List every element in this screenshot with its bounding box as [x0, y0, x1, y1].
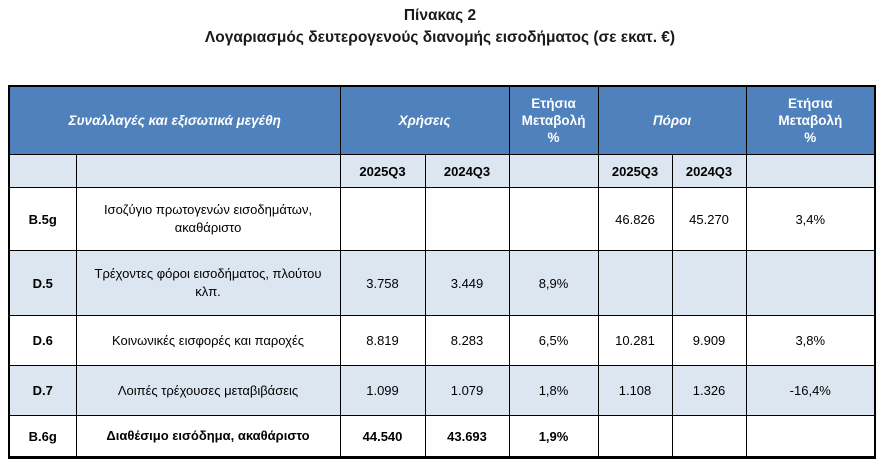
- resources-2025q3-value: 10.281: [598, 316, 672, 366]
- header-uses: Χρήσεις: [340, 86, 509, 155]
- resources-change-value: [746, 416, 875, 458]
- header-transactions: Συναλλαγές και εξισωτικά μεγέθη: [9, 86, 340, 155]
- subheader-resources-2024q3: 2024Q3: [672, 155, 746, 188]
- header-annual-change-resources-label: Ετήσια Μεταβολή %: [778, 96, 843, 145]
- subheader-empty-change-resources: [746, 155, 875, 188]
- subheader-empty-change-uses: [509, 155, 598, 188]
- uses-2024q3-value: [425, 188, 509, 251]
- header-resources: Πόροι: [598, 86, 746, 155]
- page-title: Πίνακας 2: [403, 7, 477, 24]
- uses-2024q3-value: 1.079: [425, 366, 509, 416]
- uses-2024q3-value: 8.283: [425, 316, 509, 366]
- row-code: D.7: [9, 366, 76, 416]
- page-subtitle: Λογαριασμός δευτερογενούς διανομής εισοδήματος (σε εκατ. €): [204, 29, 676, 46]
- uses-change-value: 8,9%: [509, 251, 598, 316]
- row-code: B.5g: [9, 188, 76, 251]
- uses-2025q3-value: 8.819: [340, 316, 425, 366]
- header-annual-change-uses-label: Ετήσια Μεταβολή %: [521, 96, 586, 145]
- table-row-b6g: [9, 416, 875, 458]
- table-row-d5: [9, 251, 875, 316]
- uses-change-value: 1,9%: [509, 416, 598, 458]
- table-header-row: [9, 86, 875, 155]
- row-code: B.6g: [9, 416, 76, 458]
- uses-2025q3-value: 1.099: [340, 366, 425, 416]
- uses-2025q3-value: 44.540: [340, 416, 425, 458]
- subheader-uses-2024q3: 2024Q3: [425, 155, 509, 188]
- header-annual-change-resources: [746, 86, 875, 155]
- subheader-resources-2025q3: 2025Q3: [598, 155, 672, 188]
- header-annual-change-uses: [509, 86, 598, 155]
- subheader-uses-2025q3: 2025Q3: [340, 155, 425, 188]
- table-row-b5g: [9, 188, 875, 251]
- resources-change-value: 3,4%: [746, 188, 875, 251]
- resources-2025q3-value: 46.826: [598, 188, 672, 251]
- resources-2025q3-value: 1.108: [598, 366, 672, 416]
- row-label: Κοινωνικές εισφορές και παροχές: [76, 316, 340, 366]
- row-label: Τρέχοντες φόροι εισοδήματος, πλούτου κλπ.: [76, 251, 340, 316]
- uses-2024q3-value: 3.449: [425, 251, 509, 316]
- row-label: Διαθέσιμο εισόδημα, ακαθάριστο: [76, 416, 340, 458]
- table-subheader-row: [9, 155, 875, 188]
- title-block: [0, 0, 880, 49]
- uses-2025q3-value: 3.758: [340, 251, 425, 316]
- resources-2024q3-value: 45.270: [672, 188, 746, 251]
- uses-change-value: [509, 188, 598, 251]
- uses-change-value: 1,8%: [509, 366, 598, 416]
- resources-2024q3-value: 1.326: [672, 366, 746, 416]
- resources-2024q3-value: [672, 416, 746, 458]
- row-code: D.6: [9, 316, 76, 366]
- income-distribution-table: [8, 85, 876, 459]
- uses-2025q3-value: [340, 188, 425, 251]
- uses-2024q3-value: 43.693: [425, 416, 509, 458]
- resources-change-value: 3,8%: [746, 316, 875, 366]
- resources-2025q3-value: [598, 251, 672, 316]
- uses-change-value: 6,5%: [509, 316, 598, 366]
- row-code: D.5: [9, 251, 76, 316]
- resources-2024q3-value: [672, 251, 746, 316]
- resources-2024q3-value: 9.909: [672, 316, 746, 366]
- subheader-empty-code: [9, 155, 76, 188]
- table-row-d6: [9, 316, 875, 366]
- row-label: Ισοζύγιο πρωτογενών εισοδημάτων, ακαθάριστο: [76, 188, 340, 251]
- resources-change-value: [746, 251, 875, 316]
- table-row-d7: [9, 366, 875, 416]
- resources-2025q3-value: [598, 416, 672, 458]
- resources-change-value: -16,4%: [746, 366, 875, 416]
- subheader-empty-desc: [76, 155, 340, 188]
- row-label: Λοιπές τρέχουσες μεταβιβάσεις: [76, 366, 340, 416]
